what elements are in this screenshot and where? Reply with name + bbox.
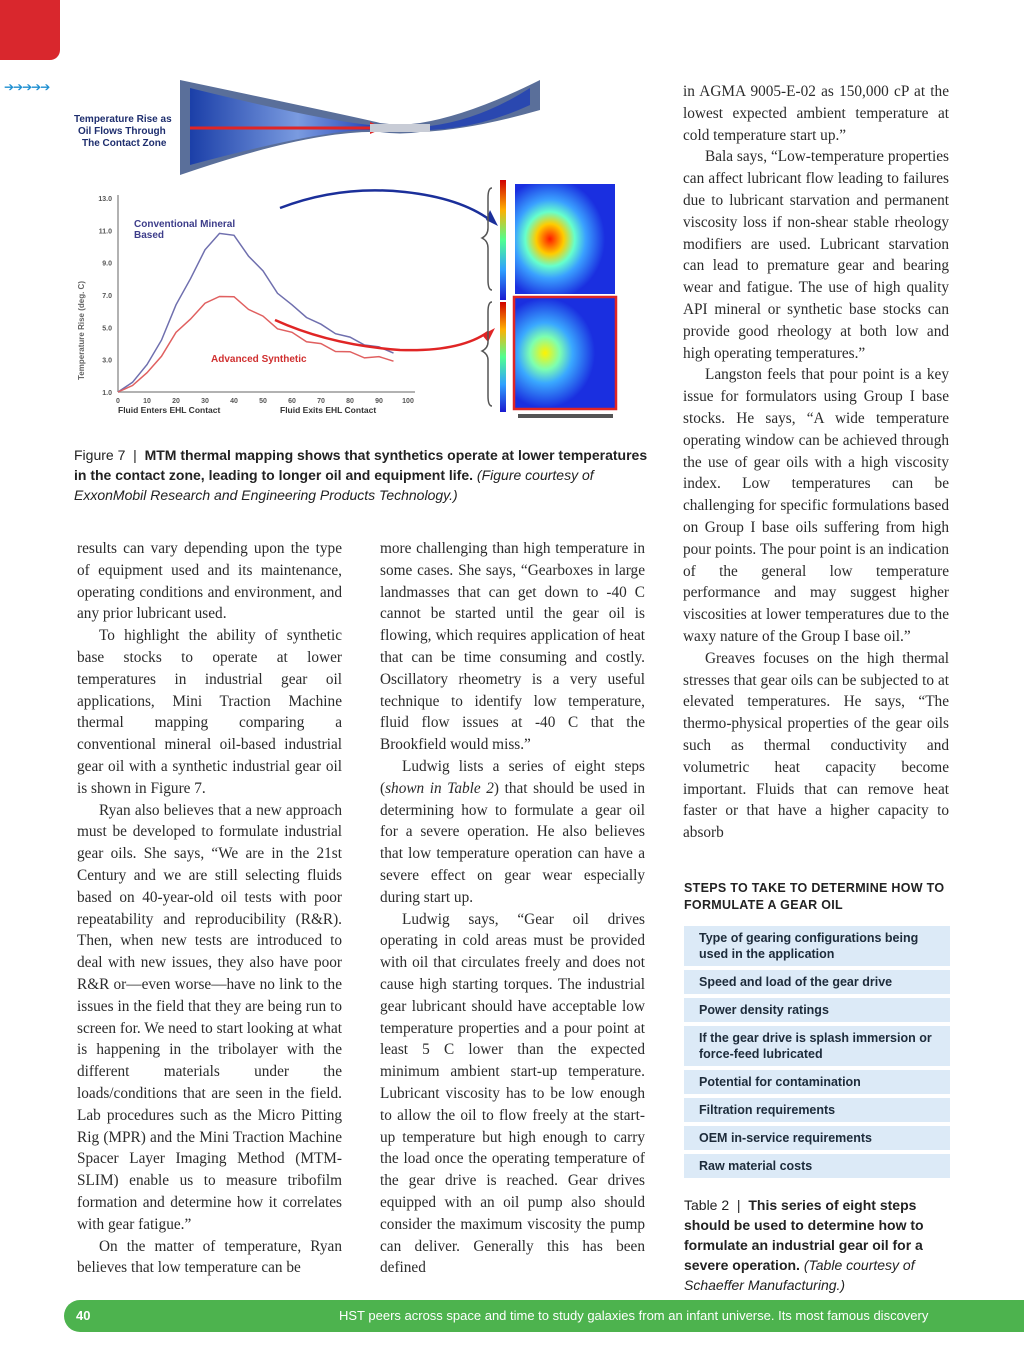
- paragraph: in AGMA 9005-E-02 as 150,000 cP at the lowest expected ambient temperature at cold temperature start up.”: [683, 83, 949, 144]
- paragraph: more challenging than high temperature in some cases. She says, “Gearboxes in large landmasses that can get down to -40 C cannot be started until the gear oil is flowing, which requires application of heat that can be time consuming and costly. Oscillatory rheometry is a very useful technique to identify low temperature, fluid flow issues at -40 C that the Brookfield would miss.”: [380, 540, 645, 754]
- y-tick-label: 7.0: [102, 293, 112, 300]
- y-tick-label: 1.0: [102, 390, 112, 397]
- paragraph: Ludwig says, “Gear oil drives operating in cold areas must be provided with oil that circulates freely and does not cause high starting torques. The industrial gear lubricant should have acceptable low temperature properties and a pour point at least 5 C lower than the expected minimum ambient start-up temperature. Lubricant viscosity has to be low enough to allow the oil to flow freely at the start-up temperature but high enough to carry the load once the operating temperature of the gear drive is reached. Gear drives equipped with an oil pump also should consider the maximum viscosity the pump can deliver. Generally this has been defined: [380, 910, 645, 1277]
- legend-synthetic: Advanced Synthetic: [211, 354, 307, 365]
- table-row: OEM in-service requirements: [684, 1126, 950, 1150]
- table-row: If the gear drive is splash immersion or force-feed lubricated: [684, 1026, 950, 1066]
- figure-7: [70, 80, 645, 440]
- x-tick-label: 20: [172, 398, 180, 405]
- figure-caption: [74, 445, 649, 505]
- y-tick-label: 9.0: [102, 260, 112, 268]
- y-tick-label: 5.0: [102, 325, 112, 333]
- figure-caption-credit: (Figure courtesy of ExxonMobil Research and Engineering Products Technology.): [74, 467, 594, 503]
- banner-label-3: The Contact Zone: [82, 138, 167, 149]
- corner-tab: [0, 0, 60, 60]
- table-2: [684, 880, 950, 1182]
- x-tick-label: 80: [346, 398, 354, 405]
- y-tick-label: 11.0: [98, 228, 112, 236]
- article-column-3: [683, 81, 949, 844]
- table-caption-label: Table 2: [684, 1197, 730, 1213]
- paragraph: Bala says, “Low-temperature properties can affect lubricant flow leading to failures due to lubricant starvation and permanent viscosity loss if non-shear stable rheology modifiers are used. Lubricant starvation can lead to premature gear and bearing wear and fatigue. The use of high quality API mineral or synthetic base stocks can provide good rheology at both low and high operating temperatures.”: [683, 148, 949, 362]
- page-number: 40: [76, 1308, 91, 1323]
- table-row: Power density ratings: [684, 998, 950, 1022]
- color-scale-bottom: [500, 302, 506, 412]
- article-column-1: [77, 538, 342, 1279]
- x-tick-label: 0: [116, 398, 120, 405]
- article-column-2: [380, 538, 645, 1279]
- x-tick-label: 100: [402, 398, 414, 405]
- paragraph: [380, 756, 645, 909]
- table-row: Type of gearing configurations being used in the application: [684, 926, 950, 966]
- x-tick-label: 70: [317, 398, 325, 405]
- table-row: Filtration requirements: [684, 1098, 950, 1122]
- text-run: ) that should be used in determining how to formulate a gear oil for a severe operation. He also believes that low temperature operation can have a severe effect on gear wear especially during start up.: [380, 779, 645, 906]
- paragraph: results can vary depending upon the type of equipment used and its maintenance, operating conditions and environment, and any prior lubricant used.: [77, 540, 342, 623]
- paragraph: Greaves focuses on the high thermal stresses that gear oils can be subjected to at elevated temperatures. He says, “The thermo-physical properties of the gear oils such as thermal conductivity and volumetric heat capacity become important. Fluids that can remove heat faster or that have a higher capacity to absorb: [683, 649, 949, 842]
- table-title: STEPS TO TAKE TO DETERMINE HOW TO FORMULATE A GEAR OIL: [684, 881, 945, 912]
- footer-text: HST peers across space and time to study galaxies from an infant universe. Its most famous discovery: [339, 1308, 929, 1323]
- paragraph: Ryan also believes that a new approach must be developed to formulate industrial gear oils. She says, “We are in the 21st Century and we are still selecting fluids based on 40-year-old oil tests with poor repeatability and reproducibility (R&R). Then, when new tests are introduced to deal with new issues, they also have poor R&R or—even worse—have no link to the issues in the field that they are being run to screen for. We need to start looking at what is happening in the tribolayer with the different materials under the loads/conditions that are seen in the field. Lab procedures such as the Micro Pitting Rig (MPR) and the Mini Traction Machine Spacer Layer Imaging Method (MTM-SLIM) enable us to measure tribofilm formation and determine how it correlates with gear fatigue.”: [77, 801, 342, 1233]
- figure-caption-text: MTM thermal mapping shows that synthetics operate at lower temperatures in the contact zone, leading to longer oil and equipment life.: [74, 447, 648, 483]
- caption-separator: |: [733, 1197, 745, 1213]
- page-footer: [64, 1300, 1024, 1332]
- x-label-exits: Fluid Exits EHL Contact: [280, 405, 377, 415]
- table-reference: shown in Table 2: [385, 779, 494, 797]
- y-axis-label: Temperature Rise (deg. C): [77, 281, 86, 380]
- y-tick-label: 13.0: [98, 196, 112, 203]
- x-tick-label: 60: [288, 398, 296, 405]
- caption-separator: |: [129, 447, 141, 463]
- legend-conventional-1: Conventional Mineral: [134, 219, 236, 230]
- paragraph: To highlight the ability of synthetic base stocks to operate at lower temperatures in industrial gear oil applications, Mini Traction Machine thermal mapping comparing a conventional mineral oil-based industrial gear oil with a synthetic industrial gear oil is shown in Figure 7.: [77, 627, 342, 797]
- table-caption-credit: (Table courtesy of Schaeffer Manufacturing.): [684, 1257, 915, 1293]
- x-tick-label: 10: [143, 398, 151, 405]
- figure-caption-label: Figure 7: [74, 447, 126, 463]
- table-caption: [684, 1195, 950, 1295]
- heat-map-synthetic: [515, 298, 615, 408]
- heat-map-conventional: [515, 184, 615, 294]
- text-run: Ludwig lists a series of eight steps (: [380, 757, 645, 797]
- x-label-enters: Fluid Enters EHL Contact: [118, 405, 221, 415]
- x-tick-label: 50: [259, 398, 267, 405]
- x-tick-label: 40: [230, 398, 238, 405]
- table-row: Raw material costs: [684, 1154, 950, 1178]
- x-tick-label: 30: [201, 398, 209, 405]
- temperature-chart: [77, 195, 415, 415]
- table-row: Potential for contamination: [684, 1070, 950, 1094]
- x-tick-label: 90: [375, 398, 383, 405]
- paragraph: Langston feels that pour point is a key issue for formulators using Group I base stocks. He says, “A wide temperature operating window can be achieved through the use of gear oils with a high viscosity index. Low temperatures can be challenging for specific formulations based on Group I base oils suffering from high pour points. The pour point is an indication of the general low temperature performance and may suggest higher viscosities at lower temperatures due to the waxy nature of the Group I base oil.”: [683, 366, 949, 645]
- banner-label-2: Oil Flows Through: [78, 126, 166, 137]
- table-row: Speed and load of the gear drive: [684, 970, 950, 994]
- legend-conventional-2: Based: [134, 230, 165, 241]
- arrows-icon: ➔➔➔➔➔: [4, 80, 50, 94]
- paragraph: On the matter of temperature, Ryan believes that low temperature can be: [77, 1237, 342, 1277]
- y-tick-label: 3.0: [102, 357, 112, 365]
- table-caption-text: This series of eight steps should be used to determine how to formulate an industrial gear oil for a severe operation.: [684, 1197, 924, 1273]
- banner-label-1: Temperature Rise as: [74, 114, 172, 125]
- color-scale-top: [500, 180, 506, 300]
